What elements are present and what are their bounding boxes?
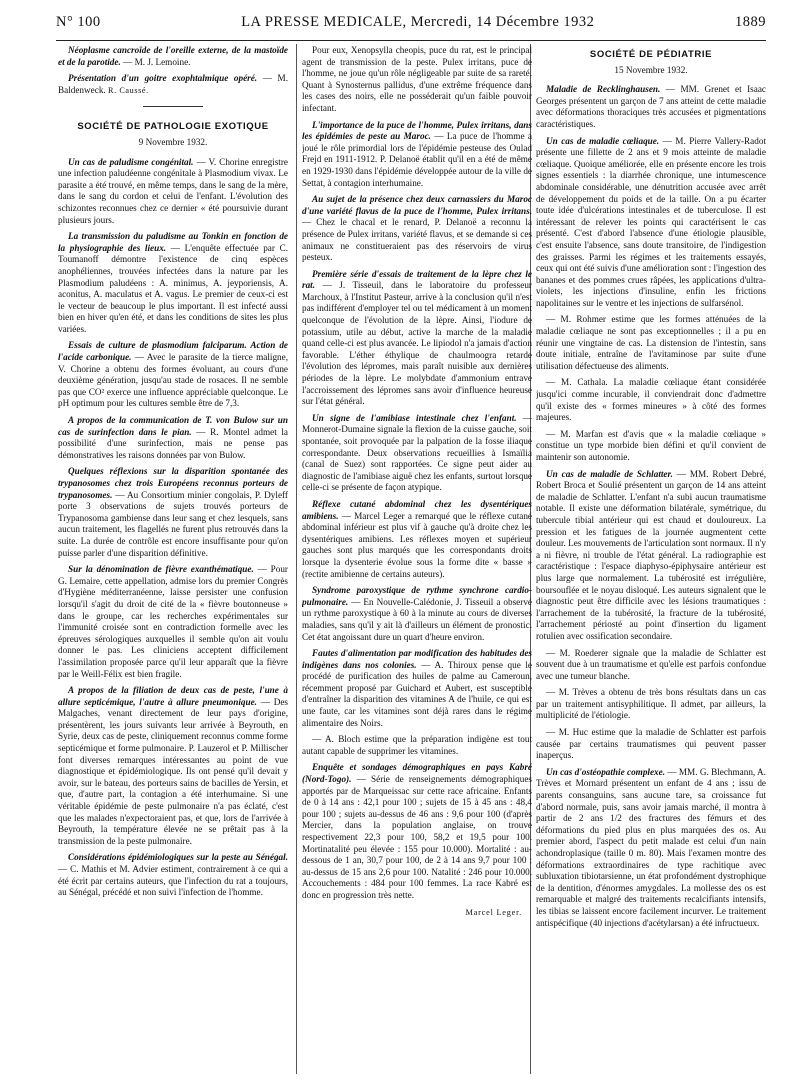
article-title: Enquête et sondages démographiques en pays Kabré (Nord-Togo). xyxy=(302,762,532,785)
article xyxy=(302,499,532,580)
article xyxy=(536,429,766,464)
article-title: Quelques réflexions sur la disparition spontanée des trypanosomes chez trois Européens reconnus porteurs de trypanosomes. xyxy=(58,466,288,500)
article xyxy=(302,45,532,115)
article-body: — Chez le chacal et le renard, P. Delanoë a reconnu la présence de Pulex irritans, variété flavus, et se demande si ces animaux ne constitueraient pas des réservoirs de virus pesteux. xyxy=(302,217,532,263)
society-heading: SOCIÉTÉ DE PÉDIATRIE xyxy=(589,49,713,60)
article-title: Au sujet de la présence chez deux carnassiers du Maroc d'une variété flavus de la puce de l'homme, Pulex irritans. xyxy=(302,194,532,216)
article-title: Un cas de paludisme congénital. xyxy=(68,156,194,167)
article xyxy=(536,314,766,372)
article-title: Fautes d'alimentation par modification des habitudes des indigènes dans nos colonies. xyxy=(302,648,532,670)
article xyxy=(302,585,532,643)
article-title: Un cas de maladie de Schlatter. xyxy=(546,468,673,479)
article xyxy=(58,852,288,898)
article-body: — Au Consortium minier congolais, P. Dyleff porte 3 observations de sujets trouvés porteurs de Trypanosoma gambiense dans leur sang et chez lesquels, sans aucun traitement, les flagellés ne furent plus retrouvés dans la suite. La durée de contrôle est encore insuffisante pour qu'on puisse parler d'une disparition définitive. xyxy=(58,489,288,558)
journal-title: LA PRESSE MEDICALE, Mercredi, 14 Décembre 1932 xyxy=(241,14,595,30)
article xyxy=(302,413,532,494)
column-middle xyxy=(302,45,532,1075)
article-title: L'importance de la puce de l'homme, Pulex irritans, dans les épidémies de peste au Maroc. xyxy=(302,119,532,142)
article-title: Première série d'essais de traitement de la lèpre chez le rat. xyxy=(302,268,532,291)
page-header xyxy=(56,14,766,36)
article xyxy=(536,469,766,643)
article xyxy=(536,84,766,130)
article-title: Un cas de maladie cœliaque. xyxy=(546,135,660,146)
article xyxy=(302,194,532,264)
article-body: — MM. Grenet et Isaac Georges présentent un garçon de 7 ans atteint de cette maladie avec déformations thoraciques très accusées et pigmentations caractéristiques. xyxy=(536,84,766,129)
article-title: Un cas d'ostéopathie complexe. xyxy=(546,766,666,777)
separator xyxy=(143,106,203,107)
article xyxy=(58,73,288,96)
article xyxy=(58,340,288,410)
issue-number: N° 100 xyxy=(56,14,101,30)
article xyxy=(536,648,766,683)
article xyxy=(536,727,766,762)
article-body: — J. Tisseuil, dans le laboratoire du professeur Marchoux, à l'Institut Pasteur, arrive à la conclusion qu'il n'est pas indifférent d'employer tel ou tel médicament à un moment quelconque de l'évolution de la lèpre. Ainsi, l'iodure de potassium, utile au début, active la marche de la maladie quand celle-ci est plus avancée. Le lipiodol n'a jamais d'action favorable. L'éther éthylique de chaulmoogra retarde l'évolution des lépromes, mais paraît nuisible aux dernières périodes de la lèpre. Le molybdate d'ammonium entrave l'accroissement des lépromes sans avoir d'influence heureuse sur l'état général. xyxy=(302,280,532,407)
session-date: 9 Novembre 1932. xyxy=(138,136,208,147)
article-body: — M. J. Lemoine. xyxy=(120,56,191,67)
signature: R. Caussé. xyxy=(108,85,149,95)
article-body: — Monnerot-Dumaine signale la flexion de la cuisse gauche, soit spontanée, soit provoquée par la palpation de la fosse iliaque correspondante. Deux observations recueillies à Ismaïlia (canal de Suez) sont rapportées. Ce signe peut aider au diagnostic de l'amibiase aiguë chez les enfants, surtout lorsque celle-ci se présente de façon atypique. xyxy=(302,412,532,493)
article-body: — M. Rohmer estime que les formes atténuées de la maladie cœliaque ne sont pas exceptionnelles ; il a pu en réunir une vingtaine de cas. La distension de l'intestin, sans doute initiale, entraîne de l'avitaminose par suite d'une utilisation défectueuse des aliments. xyxy=(536,314,766,371)
article-body: — M. Baldenweck. xyxy=(58,73,288,95)
article xyxy=(58,466,288,559)
article xyxy=(302,734,532,757)
article-body: — Des Malgaches, venant directement de leur pays d'origine, présentèrent, les jours suivants leur arrivée à Beyrouth, en Syrie, deux cas de peste, cliniquement reconnus comme forme septicémique et forme pulmonaire. P. Lauzerol et P. Millischer font diverses remarques intéressantes au point de vue diagnostique et épidémiologique. Ils ont pensé qu'il devait y avoir, sur le bateau, des porteurs sains de bacilles de Yersin, et que, d'autre part, la contagion a été interhumaine. Si une véritable épidémie de peste pulmonaire n'a pas éclaté, c'est que les malades n'expectoraient pas, et que, lors de l'arrivée à Beyrouth, la température élevée ne se prêtait pas à la transmission de la peste pulmonaire. xyxy=(58,696,288,846)
header-rule xyxy=(56,40,766,41)
article-body: — M. Marfan est d'avis que « la maladie cœliaque » constitue un type morbide bien défini et qu'il convient de maintenir son autonomie. xyxy=(536,428,766,462)
article-body: — M. Pierre Vallery-Radot présente une fillette de 2 ans et 9 mois atteinte de maladie cœliaque. Quoique améliorée, elle en présente encore les trois signes essentiels : la diarrhée chronique, une intumescence abdominale considérable, une dénutrition accusée avec arrêt de développement du poids et de la taille. On a pu écarter toute idée d'ulcérations intestinales et de tuberculose. Il est intéressant de relever les points qui caractérisent le cas présenté. C'est d'abord l'absence d'une étiologie plausible, c'est ensuite l'absence, sans doute transitoire, de l'indigestion des graisses. Parmi les régimes et les traitements essayés, ceux qui ont été suivis d'une amélioration sont : l'ingestion des bananes et des pommes crues râpées, les applications d'ultra-violets, les injections d'insuline, enfin les frictions napolitaines sur le ventre et les injections de sulfarsénol. xyxy=(536,135,766,308)
article-body: — M. Trèves a obtenu de très bons résultats dans un cas par un traitement antisyphilitique. Il admet, par ailleurs, la multiplicité de l'étiologie. xyxy=(536,687,766,721)
article-title: Un signe de l'amibiase intestinale chez l'enfant. xyxy=(312,412,517,423)
article-title: A propos de la filiation de deux cas de peste, l'une à allure septicémique, l'autre à allure pneumonique. xyxy=(58,685,288,707)
article-body: — L'enquête effectuée par C. Toumanoff démontre l'existence de cinq espèces anophéliennes, trouvées infectées dans la nature par les Plasmodium paludéens : A. minimus, A. jeyporiensis, A. aconitus, A. maculatus et A. vagus. Le premier de ceux-ci est le vecteur de beaucoup le plus important. Il est infecté aussi bien en hiver qu'en été, et dans les conditions de sites les plus variées. xyxy=(58,242,288,334)
article-body: — En Nouvelle-Calédonie, J. Tisseuil a observé un rythme paroxystique à 60 à la minute au cours de diverses maladies, sans qu'il y ait là d'ailleurs un élément de pronostic. Cet état angoissant dure un quart d'heure environ. xyxy=(302,596,532,642)
article-title: Réflexe cutané abdominal chez les dysentériques amibiens. xyxy=(302,498,532,521)
article-body: — Série de renseignements démographiques apportés par de Marqueissac sur cette race africaine. Enfants de 0 à 14 ans : 42,1 pour 100 ; sujets de 15 à 45 ans : 48,4 pour 100 ; sujets au-dessus de 46 ans : 9,6 pour 100 (d'après Mercier, dans la population anglaise, on trouve respectivement 22,3 pour 100, 58,2 et 19,5 pour 100. Mortinatalité peu élevée : 155 pour 10.000). Mortalité : au-dessous de 1 an, 30,7 pour 100, de 2 à 14 ans 9,7 pour 100 ; au-dessus de 15 ans 2,6 pour 100. Natalité : 246 pour 10.000. Accouchements : 484 pour 100 femmes. La race Kabré est donc en progression très nette. xyxy=(302,774,532,900)
article-body: — Marcel Leger a remarqué que le réflexe cutané abdominal inférieur est plus vif à gauche qu'à droite chez les dysentériques amibiens. Les réflexes moyen et supérieur gauches sont plus marqués que les correspondants droits lorsque la dysenterie évolue sous la forme dite « basse » (rectite amibienne de certains auteurs). xyxy=(302,510,532,579)
article xyxy=(58,685,288,847)
article xyxy=(302,648,532,729)
article xyxy=(536,377,766,423)
article-body: Pour eux, Xenopsylla cheopis, puce du rat, est le principal agent de transmission de la peste. Pulex irritans, puce de l'homme, ne joue qu'un rôle négligeable par suite de sa rareté. Quant à Synosternus pallidus, d'une extrême fréquence dans les cases des noirs, elle ne posséderait qu'un faible pouvoir infectant. xyxy=(302,45,532,113)
column-left xyxy=(58,45,288,1075)
article-title: Syndrome paroxystique de rythme synchrone cardio-pulmonaire. xyxy=(302,585,532,607)
article-title: Essais de culture de plasmodium falciparum. Action de l'acide carbonique. xyxy=(58,340,288,363)
article-body: — M. Huc estime que la maladie de Schlatter est parfois causée par certains traumatismes qui peuvent passer inaperçus. xyxy=(536,727,766,761)
article-body: — C. Mathis et M. Advier estiment, contrairement à ce qui a été écrit par certains auteurs, que l'infection du rat a toujours, au Sénégal, précédé et non suivi l'infection de l'homme. xyxy=(58,864,288,898)
article xyxy=(58,415,288,461)
article xyxy=(536,136,766,310)
article-title: Considérations épidémiologiques sur la peste au Sénégal. xyxy=(68,852,288,863)
article-body: — Avec le parasite de la tierce maligne, V. Chorine a obtenu des formes évoluant, au cours d'une deuxième génération, jusqu'au stade de rosaces. Il ne semble pas que CO² exerce une influence appréciable quelconque. Le pH optimum pour les cultures semble être de 7,3. xyxy=(58,352,288,409)
article-body: — M. Roederer signale que la maladie de Schlatter est souvent due à un traumatisme et qu'elle est parfois confondue avec une tumeur blanche. xyxy=(536,647,766,681)
article xyxy=(302,269,532,408)
article-title: Néoplasme cancroïde de l'oreille externe, de la mastoïde et de la parotide. xyxy=(58,45,288,67)
page-number: 1889 xyxy=(734,14,766,30)
article-body: — MM. G. Blechmann, A. Trèves et Mornard présentent un enfant de 4 ans ; issu de parents consanguins, sans aucune tare, sa croissance fut d'abord normale, puis, sans avoir jamais marché, il montra à partir de 2 ans 1/2 des fractures des fémurs et des déformations du pied plus en plus marquées des os. Au premier abord, l'aspect du petit malade est celui d'un nain achondroplasique (taille 0 m. 80). Mais l'examen montre des déformations extraordinaires de type rachitique avec subluxation tibiotarsienne, un état profondément dystrophique de la dentition, d'énormes amygdales. La mollesse des os est remarquable et malgré des traitements recalcifiants intensifs, les tibias se laissent encore facilement incurver. Le traitement antispécifique (40 injections d'acétylarsan) a été infructueux. xyxy=(536,766,766,928)
article-title: Présentation d'un goitre exophtalmique opéré. xyxy=(68,73,258,84)
article-title: Maladie de Recklinghausen. xyxy=(546,84,661,95)
article xyxy=(58,157,288,227)
article-body: — Pour G. Lemaire, cette appellation, admise lors du premier Congrès d'Hygiène méditerranéenne, laisse persister une confusion lorsqu'il s'agit du droit de cité de la « fièvre boutonneuse » dans le groupe, car les recherches expérimentales sur l'immunité croisée sont en contradiction formelle avec les épreuves sérologiques auxquelles il semble qu'on ait voulu donner le pas. Les cliniciens acceptent difficilement l'assimilation proposée parce qu'il leur apparaît que la fièvre par le Weill-Félix est bien fragile. xyxy=(58,564,288,679)
article xyxy=(58,564,288,680)
article-title: Sur la dénomination de fièvre exanthématique. xyxy=(68,564,254,575)
article xyxy=(536,687,766,722)
article xyxy=(58,45,288,68)
article-title: A propos de la communication de T. von Bulow sur un cas de surinfection dans le pian. xyxy=(58,415,288,437)
article-body: — A. Thiroux pense que le procédé de purification des huiles de palme au Cameroun, récemment proposé par Guichard et Aubert, est susceptible d'entraîner la disparition des vitamines A de l'huile, ce qui est une faute, car les vitamines sont déjà rares dans le régime alimentaire des Noirs. xyxy=(302,659,532,728)
article-body: — V. Chorine enregistre une infection paludéenne congénitale à Plasmodium vivax. Le parasite a été trouvé, en même temps, dans le sang de la mère, dans le sang du cordon et celui de l'enfant. L'évolution des schizontes reconnues chez ce dernier « été poursuivie durant plusieurs jours. xyxy=(58,156,288,225)
article-body: — M. Cathala. La maladie cœliaque étant considérée jusqu'ici comme incurable, il conviendrait donc d'admettre qu'il existe des « formes mineures » à côté des formes majeures. xyxy=(536,377,766,423)
session-date: 15 Novembre 1932. xyxy=(614,64,688,75)
signature: Marcel Leger. xyxy=(465,907,522,917)
article-title: La transmission du paludisme au Tonkin en fonction de la physiographie des lieux. xyxy=(58,231,288,253)
society-heading: SOCIÉTÉ DE PATHOLOGIE EXOTIQUE xyxy=(77,121,269,133)
article-body: — A. Bloch estime que la préparation indigène est tout autant capable de supprimer les vitamines. xyxy=(302,734,532,756)
column-right xyxy=(536,45,766,1075)
column-divider xyxy=(296,44,297,1074)
article xyxy=(302,762,532,901)
article xyxy=(536,767,766,929)
article-body: — MM. Robert Debré, Robert Broca et Soulié présentent un garçon de 14 ans atteint de maladie de Schlatter. L'enfant n'a subi aucun traumatisme notable. Il existe une déformation bilatérale, symétrique, du tubercule tibial antérieur qui est chaud et douloureux. La pression et les fatigues de la journée augmentent cette douleur. Les mouvements de l'articulation sont normaux. Il n'y a ni fièvre, ni trouble de l'état général. La radiographie est caractéristique : l'espace diaphyso-épiphysaire antérieur est plus large que normalement. La tubérosité est irrégulière, boursouflée et le noyau disloqué. Les auteurs signalent que le diagnostic peut être difficile avec les lésions traumatiques : l'arrachement de la tubérosité, la fracture de la tubérosité, l'arrachement périosté au point d'insertion du ligament rotulien avec ossification secondaire. xyxy=(536,468,766,641)
article-body: — La puce de l'homme a joué le rôle primordial lors de l'épidémie pesteuse des Oulad Frejd en 1911-1912. P. Delanoë établit qu'il en a été de même en 1929-1930 dans l'épidémie développée autour de la ville de Settat, à contagion interhumaine. xyxy=(302,131,532,188)
article-body: — R. Montel admet la possibilité d'une surinfection, mais ne pense pas démonstratives les raisons données par von Bulow. xyxy=(58,426,288,460)
article xyxy=(58,231,288,335)
article xyxy=(302,120,532,190)
